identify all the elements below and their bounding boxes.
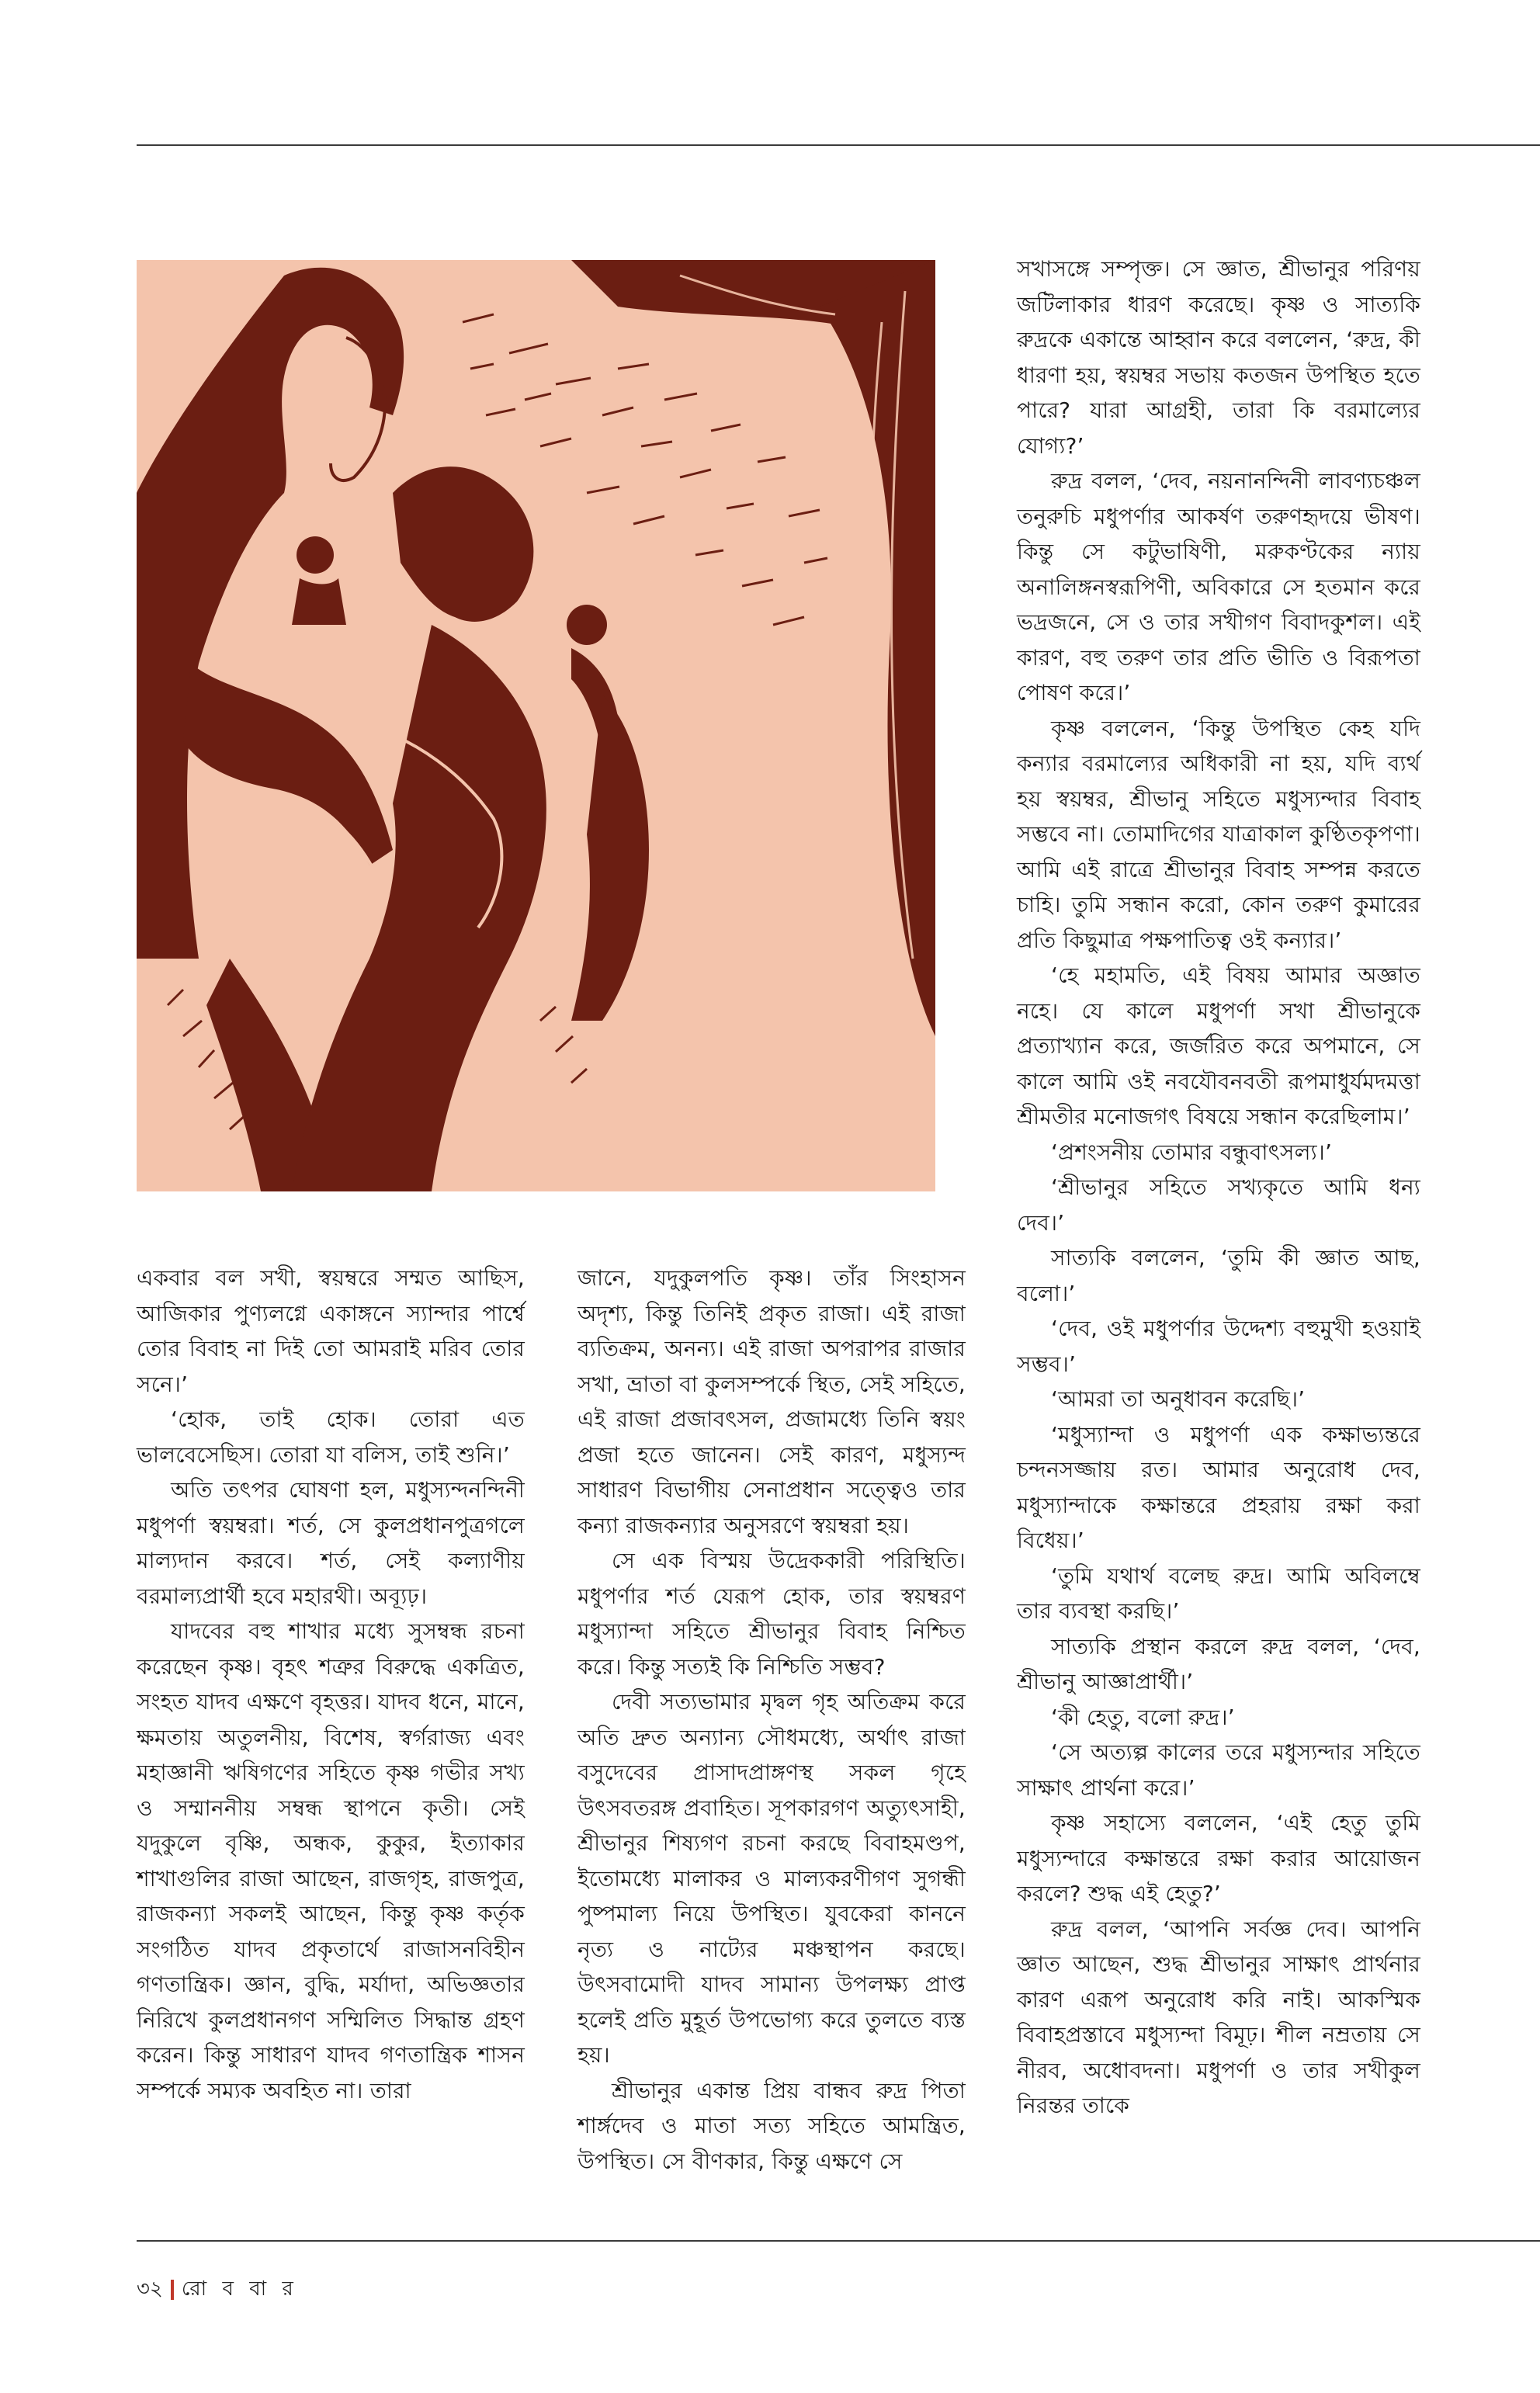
magazine-name: রো ব বা র	[181, 2277, 298, 2301]
page-footer	[137, 2273, 298, 2307]
paragraph: ‘আমরা তা অনুধাবন করেছি।’	[1051, 1386, 1306, 1412]
paragraph: ‘কী হেতু, বলো রুদ্র।’	[1051, 1704, 1235, 1730]
page-number: ৩২	[137, 2277, 163, 2301]
paragraph: অতি তৎপর ঘোষণা হল, মধুস্যন্দনন্দিনী মধুপর্ণা স্বয়ম্বরা। শর্ত, সে কুলপ্রধানপুত্রগলে মাল্যদান করবে। শর্ত, সেই কল্যাণীয় বরমাল্যপ্রার্থী হবে মহারথী। অব্যূঢ়।	[137, 1477, 525, 1609]
paragraph: সখাসঙ্গে সম্পৃক্ত। সে জ্ঞাত, শ্রীভানুর পরিণয় জটিলাকার ধারণ করেছে। কৃষ্ণ ও সাত্যকি রুদ্রকে একান্তে আহ্বান করে বললেন, ‘রুদ্র, কী ধারণা হয়, স্বয়ম্বর সভায় কতজন উপস্থিত হতে পারে? যারা আগ্রহী, তারা কি বরমাল্যের যোগ্য?’	[1017, 256, 1420, 459]
paragraph: ‘দেব, ওই মধুপর্ণার উদ্দেশ্য বহুমুখী হওয়াই সম্ভব।’	[1017, 1316, 1420, 1377]
paragraph: ‘সে অত্যল্প কালের তরে মধুস্যন্দার সহিতে সাক্ষাৎ প্রার্থনা করে।’	[1017, 1739, 1420, 1801]
paragraph: ‘মধুস্যান্দা ও মধুপর্ণা এক কক্ষাভ্যন্তরে চন্দনসজ্জায় রত। আমার অনুরোধ দেব, মধুস্যান্দাকে কক্ষান্তরে প্রহরায় রক্ষা করা বিধেয়।’	[1017, 1421, 1420, 1553]
paragraph: সে এক বিস্ময় উদ্রেককারী পরিস্থিতি। মধুপর্ণার শর্ত যেরূপ হোক, তার স্বয়ম্বরণ মধুস্যান্দা সহিতে শ্রীভানুর বিবাহ নিশ্চিত করে। কিন্তু সত্যই কি নিশ্চিতি সম্ভব?	[578, 1548, 966, 1680]
text-column-middle	[578, 1261, 966, 2179]
paragraph: রুদ্র বলল, ‘দেব, নয়নানন্দিনী লাবণ্যচঞ্চল তনুরুচি মধুপর্ণার আকর্ষণ তরুণহৃদয়ে ভীষণ। কিন্তু সে কটুভাষিণী, মরুকণ্টকের ন্যায় অনালিঙ্গনস্বরূপিণী, অবিকারে সে হতমান করে ভদ্রজনে, সে ও তার সখীগণ বিবাদকুশল। এই কারণ, বহু তরুণ তার প্রতি ভীতি ও বিরূপতা পোষণ করে।’	[1017, 468, 1420, 706]
paragraph: কৃষ্ণ সহাস্যে বললেন, ‘এই হেতু তুমি মধুস্যন্দারে কক্ষান্তরে রক্ষা করার আয়োজন করলে? শুদ্ধ এই হেতু?’	[1017, 1810, 1420, 1906]
paragraph: ‘হোক, তাই হোক। তোরা এত ভালবেসেছিস। তোরা যা বলিস, তাই শুনি।’	[137, 1406, 525, 1468]
paragraph: জানে, যদুকুলপতি কৃষ্ণ। তাঁর সিংহাসন অদৃশ্য, কিন্তু তিনিই প্রকৃত রাজা। এই রাজা ব্যতিক্রম, অনন্য। এই রাজা অপরাপর রাজার সখা, ভ্রাতা বা কুলসম্পর্কে স্থিত, সেই সহিতে, এই রাজা প্রজাবৎসল, প্রজামধ্যে তিনি স্বয়ং প্রজা হতে জানেন। সেই কারণ, মধুস্যন্দ সাধারণ বিভাগীয় সেনাপ্রধান সত্ত্বেও তার কন্যা রাজকন্যার অনুসরণে স্বয়ম্বরা হয়।	[578, 1265, 966, 1538]
top-rule	[137, 144, 1540, 146]
paragraph: ‘শ্রীভানুর সহিতে সখ্যকৃতে আমি ধন্য দেব।’	[1017, 1174, 1420, 1236]
paragraph: দেবী সত্যভামার মৃদ্বল গৃহ অতিক্রম করে অতি দ্রুত অন্যান্য সৌধমধ্যে, অর্থাৎ রাজা বসুদেবের প্রাসাদপ্রাঙ্গণস্থ সকল গৃহে উৎসবতরঙ্গ প্রবাহিত। সূপকারগণ অত্যুৎসাহী, শ্রীভানুর শিষ্যগণ রচনা করছে বিবাহমণ্ডপ, ইতোমধ্যে মালাকর ও মাল্যকরণীগণ সুগন্ধী পুষ্পমাল্য নিয়ে উপস্থিত। যুবকেরা কাননে নৃত্য ও নাট্যের মঞ্চস্থাপন করছে। উৎসবামোদী যাদব সামান্য উপলক্ষ্য প্রাপ্ত হলেই প্রতি মুহূর্ত উপভোগ্য করে তুলতে ব্যস্ত হয়।	[578, 1689, 966, 2068]
paragraph: সাত্যকি বললেন, ‘তুমি কী জ্ঞাত আছ, বলো।’	[1017, 1245, 1420, 1306]
paragraph: কৃষ্ণ বললেন, ‘কিন্তু উপস্থিত কেহ যদি কন্যার বরমাল্যের অধিকারী না হয়, যদি ব্যর্থ হয় স্বয়ম্বর, শ্রীভানু সহিতে মধুস্যন্দার বিবাহ সম্ভবে না। তোমাদিগের যাত্রাকাল কুণ্ঠিতকৃপণা। আমি এই রাত্রে শ্রীভানুর বিবাহ সম্পন্ন করতে চাহি। তুমি সন্ধান করো, কোন তরুণ কুমারের প্রতি কিছুমাত্র পক্ষপাতিত্ব ওই কন্যার।’	[1017, 715, 1420, 953]
bottom-rule	[137, 2240, 1540, 2242]
paragraph: যাদবের বহু শাখার মধ্যে সুসম্বন্ধ রচনা করেছেন কৃষ্ণ। বৃহৎ শত্রুর বিরুদ্ধে একত্রিত, সংহত যাদব এক্ষণে বৃহত্তর। যাদব ধনে, মানে, ক্ষমতায় অতুলনীয়, বিশেষ, স্বর্গরাজ্য এবং মহাজ্ঞানী ঋষিগণের সহিতে কৃষ্ণ গভীর সখ্য ও সম্মাননীয় সম্বন্ধ স্থাপনে কৃতী। সেই যদুকুলে বৃষ্ণি, অন্ধক, কুকুর, ইত্যাকার শাখাগুলির রাজা আছেন, রাজগৃহ, রাজপুত্র, রাজকন্যা সকলই আছেন, কিন্তু কৃষ্ণ কর্তৃক সংগঠিত যাদব প্রকৃতার্থে রাজাসনবিহীন গণতান্ত্রিক। জ্ঞান, বুদ্ধি, মর্যাদা, অভিজ্ঞতার নিরিখে কুলপ্রধানগণ সম্মিলিত সিদ্ধান্ত গ্রহণ করেন। কিন্তু সাধারণ যাদব গণতান্ত্রিক শাসন সম্পর্কে সম্যক অবহিত না। তারা	[137, 1618, 525, 2103]
text-column-right	[1017, 251, 1420, 2124]
paragraph: ‘তুমি যথার্থ বলেছ রুদ্র। আমি অবিলম্বে তার ব্যবস্থা করছি।’	[1017, 1562, 1420, 1624]
illustration-krishna-couple	[137, 260, 935, 1191]
paragraph: ‘প্রশংসনীয় তোমার বন্ধুবাৎসল্য।’	[1051, 1139, 1333, 1165]
paragraph: সাত্যকি প্রস্থান করলে রুদ্র বলল, ‘দেব, শ্রীভানু আজ্ঞাপ্রার্থী।’	[1017, 1633, 1420, 1694]
text-column-left	[137, 1261, 525, 2108]
paragraph: ‘হে মহামতি, এই বিষয় আমার অজ্ঞাত নহে। যে কালে মধুপর্ণা সখা শ্রীভানুকে প্রত্যাখ্যান করে, জর্জরিত করে অপমানে, সে কালে আমি ওই নবযৌবনবতী রূপমাধুর্যমদমত্তা শ্রীমতীর মনোজগৎ বিষয়ে সন্ধান করেছিলাম।’	[1017, 962, 1420, 1129]
paragraph: রুদ্র বলল, ‘আপনি সর্বজ্ঞ দেব। আপনি জ্ঞাত আছেন, শুদ্ধ শ্রীভানুর সাক্ষাৎ প্রার্থনার কারণ এরূপ অনুরোধ করি নাই। আকস্মিক বিবাহপ্রস্তাবে মধুস্যন্দা বিমূঢ়। শীল নম্রতায় সে নীরব, অধোবদনা। মধুপর্ণা ও তার সখীকুল নিরন্তর তাকে	[1017, 1916, 1420, 2118]
paragraph: একবার বল সখী, স্বয়ম্বরে সম্মত আছিস, আজিকার পুণ্যলগ্নে একাঙ্গনে স্যান্দার পার্শ্বে তোর বিবাহ না দিই তো আমরাই মরিব তোর সনে।’	[137, 1265, 525, 1397]
paragraph: শ্রীভানুর একান্ত প্রিয় বান্ধব রুদ্র পিতা শার্ঙ্গদেব ও মাতা সত্য সহিতে আমন্ত্রিত, উপস্থিত। সে বীণকার, কিন্তু এক্ষণে সে	[578, 2077, 966, 2174]
footer-divider	[171, 2280, 174, 2300]
